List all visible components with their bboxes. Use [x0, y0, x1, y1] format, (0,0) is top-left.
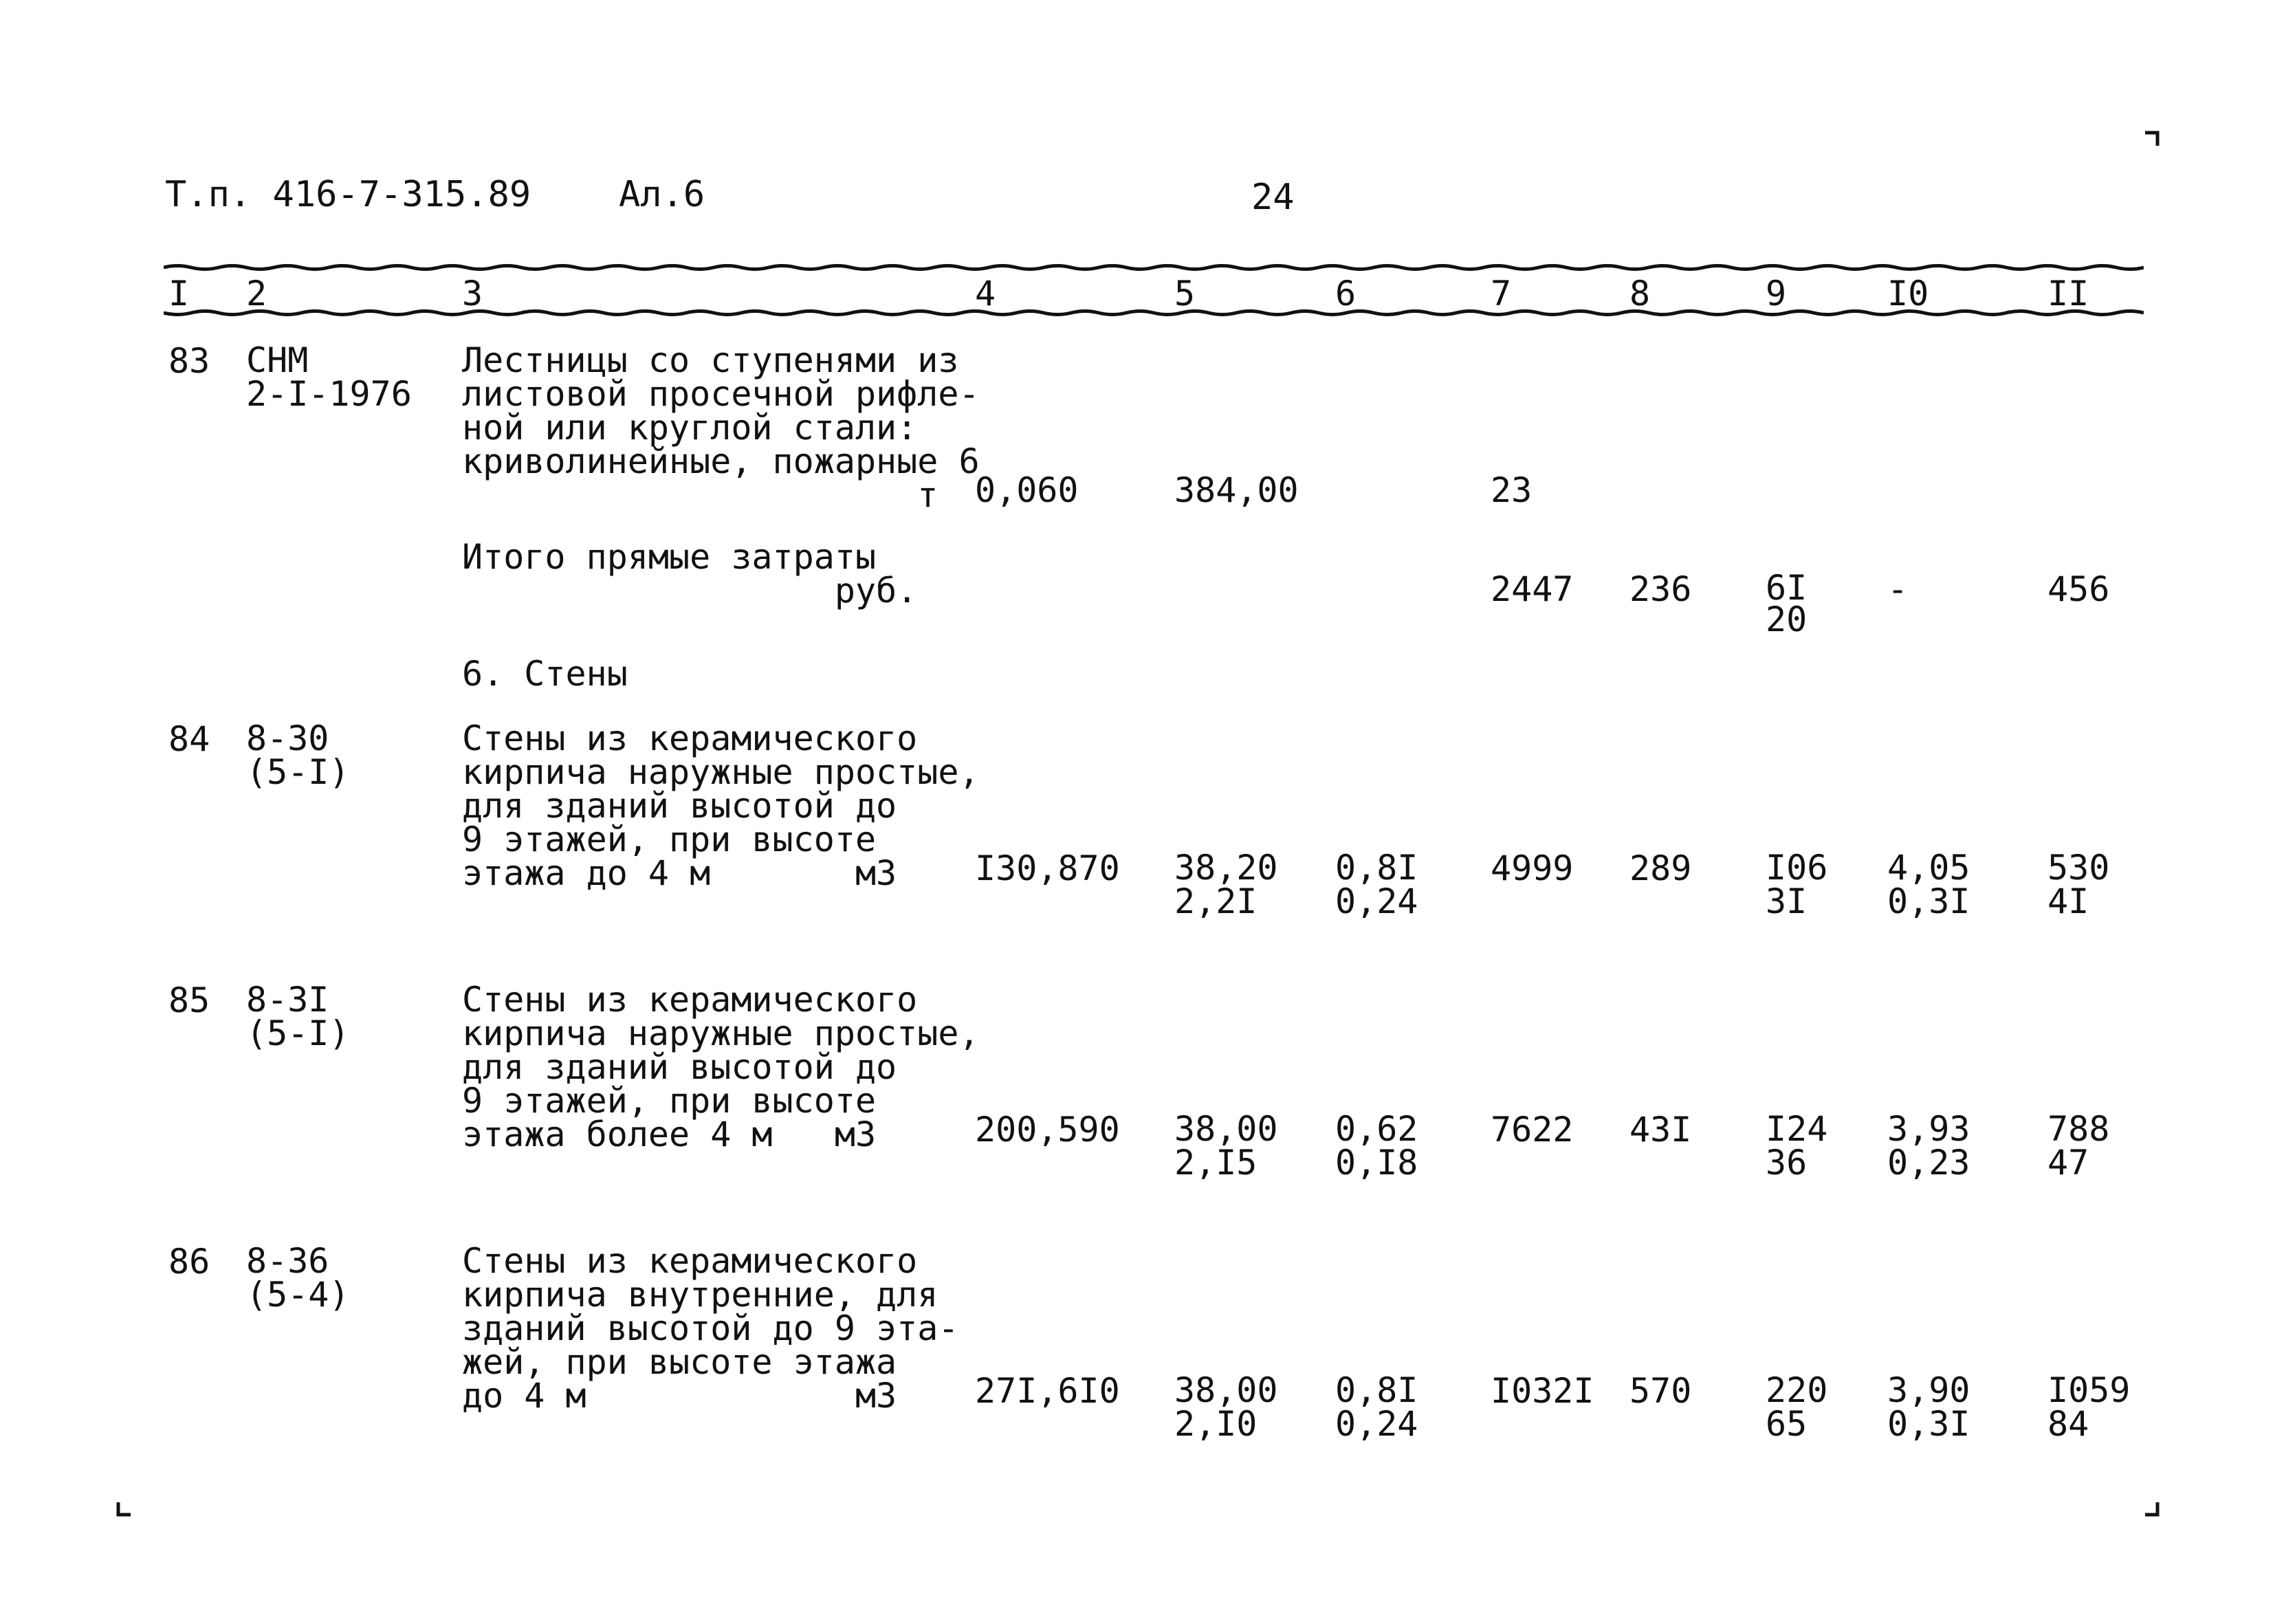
- column-header-3: 3: [462, 274, 483, 314]
- col11-value: I059 84: [2047, 1370, 2131, 1444]
- corner-mark-bottom-right: [2145, 1502, 2160, 1517]
- total-cost: I032I: [1491, 1371, 1594, 1411]
- col9-value: I24 36: [1766, 1109, 1828, 1183]
- col10-value: 3,90 0,3I: [1887, 1370, 1970, 1444]
- corner-mark-bottom-left: [116, 1502, 131, 1517]
- unit-cost: 38,00 2,I5: [1174, 1109, 1278, 1183]
- column-header-6: 6: [1335, 274, 1357, 314]
- row-number: 84: [168, 719, 210, 759]
- work-description: Стены из керамического кирпича внутренние, для зданий высотой до 9 эта- жей, при высоте этажа до 4 м м3: [462, 1241, 959, 1416]
- column-header-2: 2: [246, 274, 267, 314]
- col6-value: 0,8I 0,24: [1335, 848, 1418, 921]
- total-cost: 23: [1491, 470, 1533, 510]
- column-header-5: 5: [1174, 274, 1196, 314]
- subtotal-col10: -: [1887, 569, 1909, 609]
- col8-value: 43I: [1629, 1110, 1692, 1150]
- col9-value: 220 65: [1766, 1370, 1828, 1444]
- row-number: 85: [168, 980, 210, 1020]
- page-number: 24: [1251, 177, 1295, 218]
- column-header-7: 7: [1491, 274, 1512, 314]
- quantity: 200,590: [975, 1110, 1120, 1150]
- col6-value: 0,62 0,I8: [1335, 1109, 1418, 1183]
- col8-value: 570: [1629, 1371, 1692, 1411]
- row-number: 86: [168, 1242, 210, 1282]
- work-description: Стены из керамического кирпича наружные простые, для зданий высотой до 9 этажей, при высоте этажа до 4 м м3: [462, 718, 980, 893]
- section-heading: 6. Стены: [462, 654, 628, 694]
- total-cost: 7622: [1491, 1110, 1574, 1150]
- unit-cost: 384,00: [1174, 470, 1299, 510]
- top-rule: [164, 263, 2144, 272]
- unit-cost: 38,00 2,I0: [1174, 1370, 1278, 1444]
- norm-code: 8-36 (5-4): [246, 1241, 350, 1315]
- col11-value: 530 4I: [2047, 848, 2110, 921]
- column-header-10: I0: [1887, 274, 1929, 314]
- quantity: 27I,6I0: [975, 1371, 1120, 1411]
- album-number: Ал.6: [619, 174, 705, 215]
- work-description: Лестницы со ступенями из листовой просечной рифле- ной или круглой стали: криволинейные, пожарные 6 т: [462, 340, 980, 515]
- row-number: 83: [168, 341, 210, 381]
- col10-value: 3,93 0,23: [1887, 1109, 1970, 1183]
- document-reference: Т.п. 416-7-315.89: [165, 174, 531, 215]
- column-header-8: 8: [1629, 274, 1651, 314]
- work-description: Стены из керамического кирпича наружные простые, для зданий высотой до 9 этажей, при высоте этажа более 4 м м3: [462, 980, 980, 1154]
- col9-value: I06 3I: [1766, 848, 1828, 921]
- column-header-11: II: [2047, 274, 2089, 314]
- subtotal-total: 2447: [1491, 569, 1574, 609]
- quantity: 0,060: [975, 470, 1079, 510]
- unit-cost: 38,20 2,2I: [1174, 848, 1278, 921]
- norm-code: СНМ 2-I-1976: [246, 340, 412, 414]
- norm-code: 8-30 (5-I): [246, 718, 350, 792]
- subtotal-col8: 236: [1629, 569, 1692, 609]
- header-bottom-rule: [164, 308, 2144, 318]
- col6-value: 0,8I 0,24: [1335, 1370, 1418, 1444]
- subtotal-label: Итого прямые затраты руб.: [462, 537, 918, 611]
- norm-code: 8-3I (5-I): [246, 980, 350, 1053]
- col11-value: 788 47: [2047, 1109, 2110, 1183]
- corner-mark-top-right: [2145, 131, 2160, 146]
- subtotal-col9: 6I 20: [1766, 568, 1808, 639]
- column-header-4: 4: [975, 274, 996, 314]
- total-cost: 4999: [1491, 848, 1574, 888]
- col8-value: 289: [1629, 848, 1692, 888]
- quantity: I30,870: [975, 848, 1120, 888]
- subtotal-col11: 456: [2047, 569, 2110, 609]
- column-header-9: 9: [1766, 274, 1787, 314]
- column-header-1: I: [168, 274, 190, 314]
- col10-value: 4,05 0,3I: [1887, 848, 1970, 921]
